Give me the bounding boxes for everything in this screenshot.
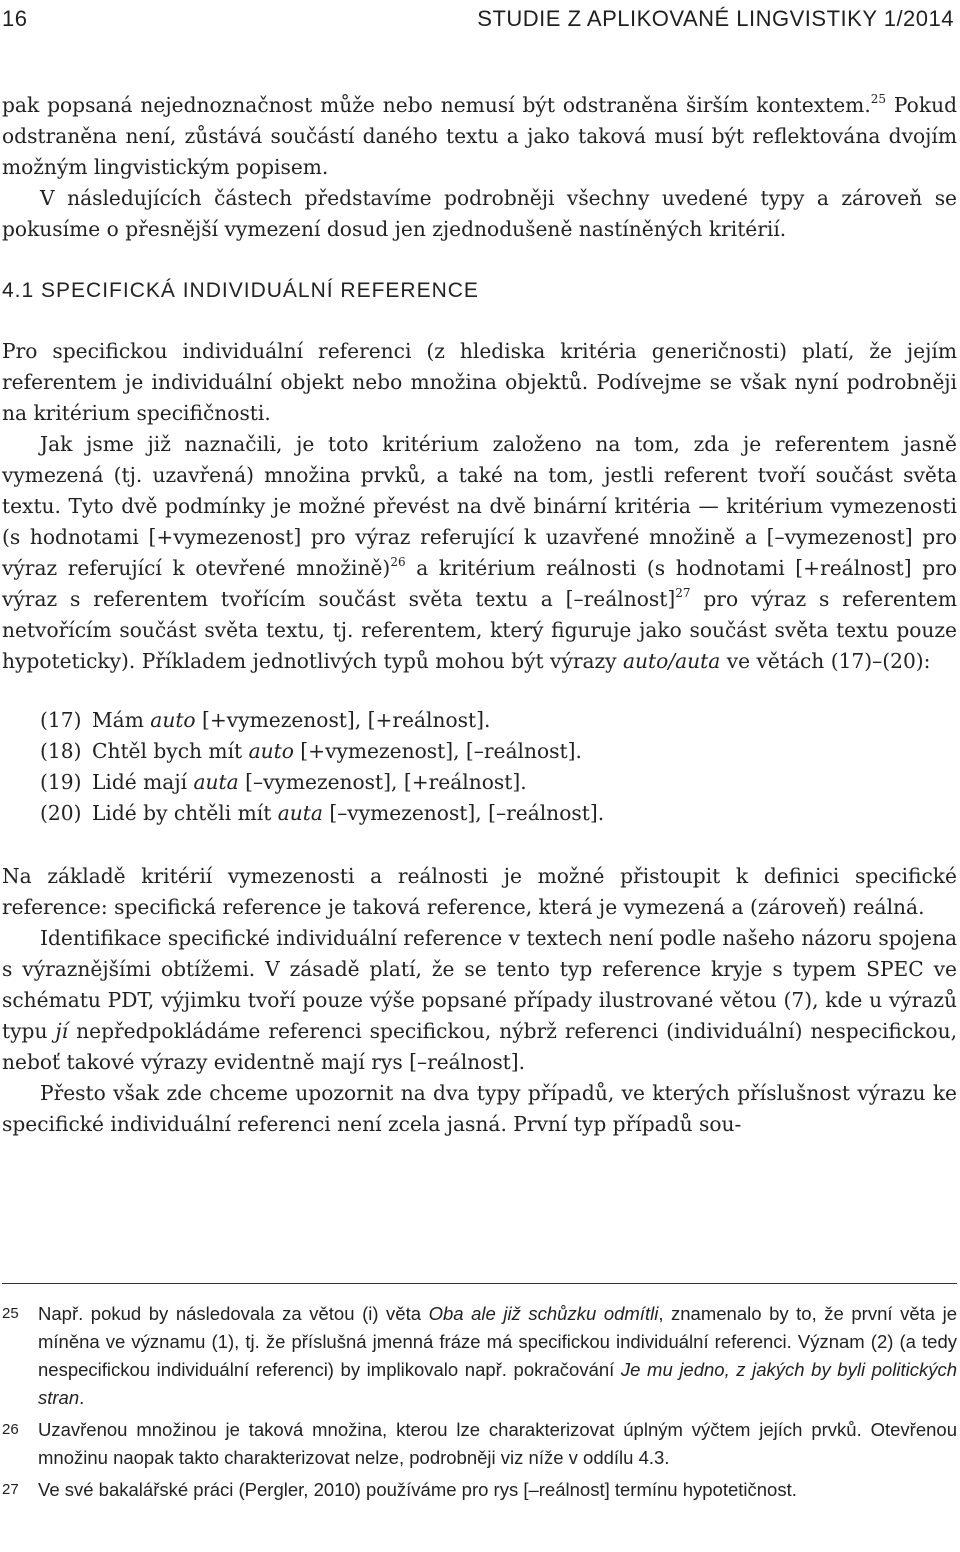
footnotes	[2, 1300, 957, 1508]
text-span: Chtěl bych mít	[92, 739, 249, 763]
example-list	[40, 705, 957, 829]
text-span: , znamenalo by to, že první věta je míněna ve významu (1), tj. že příslušná jmenná fráze má specifickou individuální referenci. Význam (2) (a tedy nespecifickou individuální referenci) by implikovalo např. pokračování	[38, 1303, 958, 1380]
italic-term: jí	[55, 1019, 69, 1043]
example-number: (20)	[40, 801, 82, 825]
paragraph: V následujících částech představíme podrobněji všechny uvedené typy a zároveň se pokusíme o přesnější vymezení dosud jen zjednodušeně nastíněných kritérií.	[2, 186, 957, 241]
text-span: Jak jsme již naznačili, je toto kritérium založeno na tom, zda je referentem jasně vymezená (tj. uzavřená) množina prvků, a také na tom, jestli referent tvoří součást světa textu. Tyto dvě podmínky je možné převést na dvě binární kritéria — kritérium vymezenosti (s hodnotami [+vymezenost] pro výraz referující k uzavřené množině a [–vymezenost] pro výraz referující k otevřené množině)	[2, 432, 957, 580]
main-text	[2, 90, 957, 1140]
footnote-ref[interactable]: 26	[390, 555, 406, 569]
paragraph	[2, 90, 957, 183]
italic-term: Je mu jedno, z jakých by byli politických stran	[38, 1359, 957, 1408]
italic-term: auto	[248, 739, 294, 763]
example-item	[40, 767, 957, 798]
text-span: .	[79, 1387, 85, 1408]
text-span: pak popsaná nejednoznačnost může nebo nemusí být odstraněna širším kontextem.	[2, 93, 871, 117]
text-span: [–vymezenost], [–reálnost].	[322, 801, 605, 825]
footnote-number: 26	[2, 1421, 19, 1438]
italic-term: auto/auta	[623, 649, 721, 673]
text-span: Lidé by chtěli mít	[92, 801, 278, 825]
footnote	[2, 1416, 957, 1472]
text-span: [+vymezenost], [+reálnost].	[195, 708, 491, 732]
paragraph: Přesto však zde chceme upozornit na dva typy případů, ve kterých příslušnost výrazu ke specifické individuální referenci není zcela jasná. První typ případů sou-	[2, 1081, 957, 1136]
footnote	[2, 1476, 957, 1504]
paragraph: Na základě kritérií vymezenosti a reálnosti je možné přistoupit k definici specifické reference: specifická reference je taková reference, která je vymezená a (zároveň) reálná.	[2, 864, 957, 919]
footnote-ref[interactable]: 25	[870, 92, 887, 106]
text-span: Např. pokud by následovala za větou (i) věta	[38, 1303, 429, 1324]
text-span: a kritérium reálnosti (s hodnotami [+reálnost] pro výraz s referentem tvořícím součást světa textu a [–reálnost]	[2, 556, 958, 611]
paragraph	[2, 429, 957, 677]
text-span: [–vymezenost], [+reálnost].	[238, 770, 527, 794]
page-number: 16	[2, 6, 28, 31]
footnote-divider	[2, 1283, 957, 1284]
italic-term: auto	[150, 708, 196, 732]
example-number: (17)	[40, 708, 82, 732]
italic-term: auta	[193, 770, 239, 794]
text-span: Uzavřenou množinou je taková množina, kterou lze charakterizovat úplným výčtem jejích prvků. Otevřenou množinu naopak takto charakterizovat nelze, podrobněji viz níže v oddílu 4.3.	[38, 1419, 957, 1468]
text-span: [+vymezenost], [–reálnost].	[293, 739, 582, 763]
footnote	[2, 1300, 957, 1412]
example-number: (18)	[40, 739, 82, 763]
paragraph	[2, 923, 957, 1078]
italic-term: Oba ale již schůzku odmítli	[428, 1303, 659, 1324]
footnote-number: 27	[2, 1481, 19, 1498]
text-span: Mám	[92, 708, 151, 732]
example-item	[40, 798, 957, 829]
text-span: nepředpokládáme referenci specifickou, nýbrž referenci (individuální) nespecifickou, neboť takové výrazy evidentně mají rys [–reálnost].	[2, 1019, 957, 1074]
example-number: (19)	[40, 770, 82, 794]
footnote-number: 25	[2, 1305, 19, 1322]
running-header: STUDIE Z APLIKOVANÉ LINGVISTIKY 1/2014	[477, 6, 954, 31]
text-span: Lidé mají	[92, 770, 194, 794]
text-span: pro výraz s referentem netvořícím součást světa textu, tj. referentem, který figuruje jako součást světa textu pouze hypoteticky). Příkladem jednotlivých typů mohou být výrazy	[2, 587, 957, 673]
example-item	[40, 705, 957, 736]
text-span: Pokud odstraněna není, zůstává součástí daného textu a jako taková musí být reflektována dvojím možným lingvistickým popisem.	[2, 93, 957, 179]
text-span: Ve své bakalářské práci (Pergler, 2010) používáme pro rys [–reálnost] termínu hypotetičnost.	[38, 1479, 797, 1500]
example-item	[40, 736, 957, 767]
section-heading: 4.1 SPECIFICKÁ INDIVIDUÁLNÍ REFERENCE	[2, 279, 479, 302]
paragraph: Pro specifickou individuální referenci (z hlediska kritéria generičnosti) platí, že jejím referentem je individuální objekt nebo množina objektů. Podívejme se však nyní podrobněji na kritérium specifičnosti.	[2, 339, 957, 425]
italic-term: auta	[277, 801, 323, 825]
text-span: Identifikace specifické individuální reference v textech není podle našeho názoru spojena s výraznějšími obtížemi. V zásadě platí, že se tento typ reference kryje s typem SPEC ve schématu PDT, výjimku tvoří pouze výše popsané případy ilustrované větou (7), kde u výrazů typu	[2, 926, 957, 1043]
text-span: ve větách (17)–(20):	[720, 649, 931, 673]
footnote-ref[interactable]: 27	[675, 586, 691, 600]
